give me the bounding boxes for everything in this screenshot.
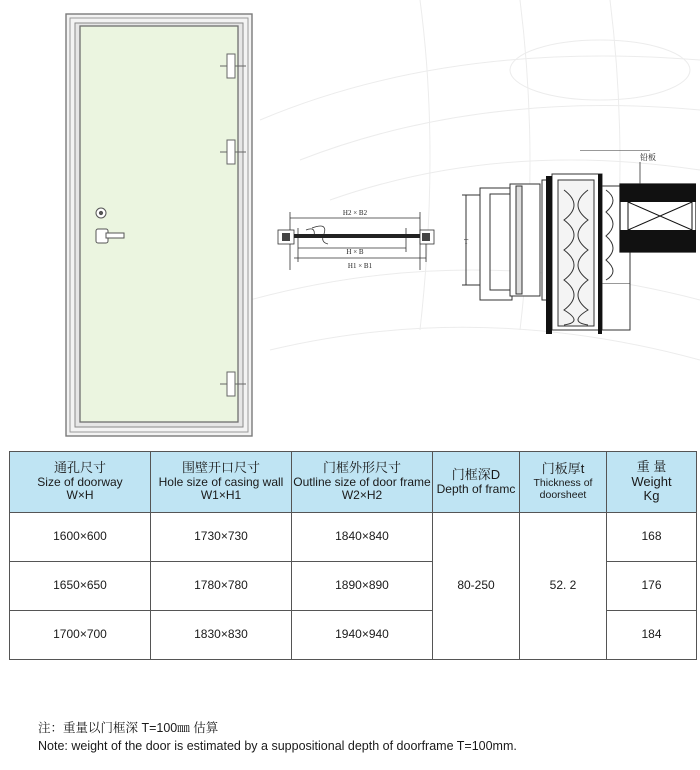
cell-hole: 1730×730 — [151, 513, 292, 562]
dimension-label-outer: H2 × B2 — [342, 209, 368, 217]
header-outline-size: 门框外形尺寸 Outline size of door frame W2×H2 — [292, 452, 433, 513]
cell-weight: 176 — [607, 562, 697, 611]
cell-hole: 1830×830 — [151, 611, 292, 660]
header-sheet-thickness: 门板厚t Thickness of doorsheet — [520, 452, 607, 513]
cell-outline: 1840×840 — [292, 513, 433, 562]
cell-doorway: 1650×650 — [10, 562, 151, 611]
cell-outline: 1890×890 — [292, 562, 433, 611]
note-chinese: 注：重量以门框深 T=100㎜ 估算 — [38, 721, 219, 735]
dimension-label-mid: H1 × B1 — [347, 262, 373, 270]
table-header-row — [10, 452, 697, 513]
dimension-label-inner: H × B — [346, 248, 364, 256]
cell-doorway: 1700×700 — [10, 611, 151, 660]
note-english: Note: weight of the door is estimated by a suppositional depth of doorframe T=100mm. — [38, 739, 517, 753]
cell-hole: 1780×780 — [151, 562, 292, 611]
header-doorway-size: 通孔尺寸 Size of doorway W×H — [10, 452, 151, 513]
cell-sheet-thickness: 52. 2 — [520, 513, 607, 660]
lead-plate-label: 铅板 — [640, 153, 656, 162]
cell-frame-depth: 80-250 — [433, 513, 520, 660]
specification-table — [9, 451, 697, 660]
door-elevation-drawing — [60, 12, 260, 440]
header-weight: 重 量 Weight Kg — [607, 452, 697, 513]
frame-detail-section-drawing — [460, 150, 696, 340]
cell-doorway: 1600×600 — [10, 513, 151, 562]
cell-weight: 168 — [607, 513, 697, 562]
horizontal-section-drawing — [276, 200, 448, 275]
header-hole-size: 围壁开口尺寸 Hole size of casing wall W1×H1 — [151, 452, 292, 513]
cell-outline: 1940×940 — [292, 611, 433, 660]
depth-dimension-label: T — [464, 238, 469, 246]
table-row — [10, 513, 697, 562]
cell-weight: 184 — [607, 611, 697, 660]
header-frame-depth: 门框深D Depth of framc — [433, 452, 520, 513]
